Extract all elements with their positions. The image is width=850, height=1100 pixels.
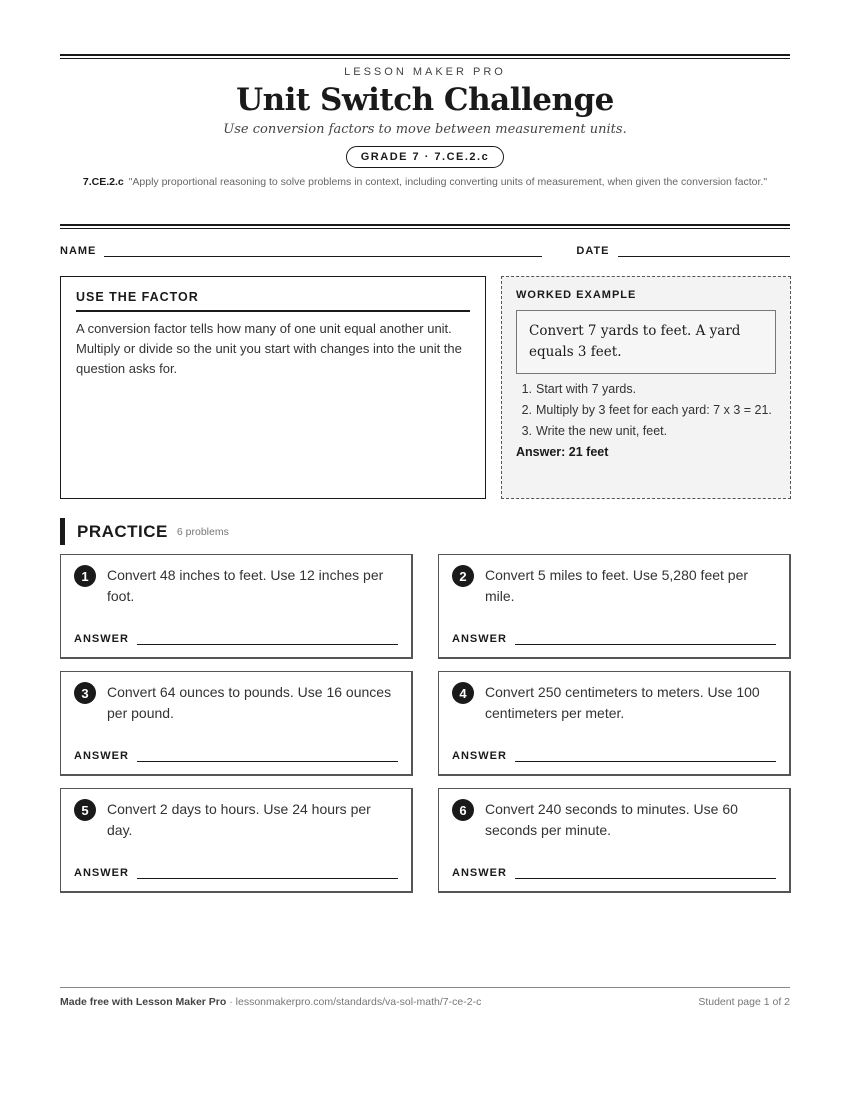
problem-text: Convert 240 seconds to minutes. Use 60 seconds per minute. [485, 801, 738, 838]
practice-title: PRACTICE [77, 521, 168, 541]
problem-card [438, 671, 791, 776]
problem-text: Convert 250 centimeters to meters. Use 100 centimeters per meter. [485, 684, 760, 721]
problem-card [438, 788, 791, 893]
problem-card [60, 671, 413, 776]
problem-number: 1 [74, 565, 96, 587]
date-label: DATE [576, 245, 610, 257]
answer-field[interactable] [515, 871, 776, 879]
problem-text: Convert 64 ounces to pounds. Use 16 ounces per pound. [107, 684, 392, 721]
example-answer: Answer: 21 feet [516, 445, 609, 459]
standard-text: "Apply proportional reasoning to solve problems in context, including converting units of measurement, when given the conversion factor." [128, 176, 768, 188]
footer-made-with: Made free with Lesson Maker Pro [60, 996, 227, 1008]
brand-label: LESSON MAKER PRO [344, 66, 506, 78]
top-double-rule [60, 54, 790, 59]
use-the-factor-box [60, 276, 486, 499]
problem-text: Convert 48 inches to feet. Use 12 inches per foot. [107, 567, 384, 604]
problem-number: 4 [452, 682, 474, 704]
problem-text: Convert 5 miles to feet. Use 5,280 feet per mile. [485, 567, 749, 604]
answer-label: ANSWER [74, 867, 129, 879]
problem-number: 2 [452, 565, 474, 587]
problem-number: 5 [74, 799, 96, 821]
example-heading: WORKED EXAMPLE [516, 289, 637, 301]
page-footer [60, 987, 790, 1008]
problem-number: 3 [74, 682, 96, 704]
date-field[interactable] [618, 247, 790, 257]
answer-label: ANSWER [452, 867, 507, 879]
answer-field[interactable] [137, 637, 398, 645]
answer-label: ANSWER [452, 633, 507, 645]
page-subtitle: Use conversion factors to move between measurement units. [223, 122, 627, 137]
name-label: NAME [60, 245, 97, 257]
problem-card [60, 554, 413, 659]
example-steps [516, 379, 776, 442]
example-question: Convert 7 yards to feet. A yard equals 3 feet. [516, 310, 776, 374]
name-field[interactable] [104, 247, 542, 257]
problem-text: Convert 2 days to hours. Use 24 hours per day. [107, 801, 371, 838]
worked-example-box [501, 276, 791, 499]
answer-label: ANSWER [74, 633, 129, 645]
answer-label: ANSWER [74, 750, 129, 762]
footer-credit [60, 996, 481, 1008]
standard-code: 7.CE.2.c [82, 176, 124, 188]
problem-number: 6 [452, 799, 474, 821]
answer-field[interactable] [137, 871, 398, 879]
footer-url: · lessonmakerpro.com/standards/va-sol-math/7-ce-2-c [226, 996, 482, 1008]
example-step: 1. Start with 7 yards. [521, 382, 637, 396]
problem-card [60, 788, 413, 893]
practice-count: 6 problems [176, 525, 229, 538]
standard-description [65, 174, 785, 190]
grade-badge: GRADE 7 · 7.CE.2.c [346, 146, 504, 168]
worksheet-header [60, 66, 790, 190]
name-date-row [60, 245, 790, 257]
answer-field[interactable] [137, 754, 398, 762]
footer-page-number: Student page 1 of 2 [698, 996, 790, 1008]
answer-field[interactable] [515, 637, 776, 645]
factor-heading: USE THE FACTOR [76, 290, 470, 312]
example-step: 2. Multiply by 3 feet for each yard: 7 x 3 = 21. [521, 403, 772, 417]
practice-heading [60, 518, 229, 545]
answer-label: ANSWER [452, 750, 507, 762]
answer-field[interactable] [515, 754, 776, 762]
factor-text: A conversion factor tells how many of one unit equal another unit. Multiply or divide so the unit you start with changes into the unit the question asks for. [76, 321, 462, 376]
problem-card [438, 554, 791, 659]
example-step: 3. Write the new unit, feet. [521, 424, 668, 438]
mid-double-rule [60, 224, 790, 229]
page-title: Unit Switch Challenge [236, 82, 614, 118]
